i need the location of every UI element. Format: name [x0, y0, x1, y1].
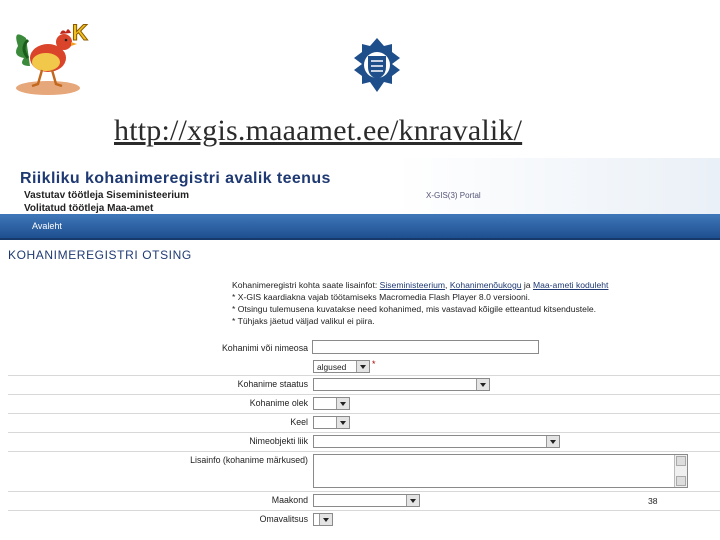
row-match	[8, 358, 720, 376]
county-label: Maakond	[271, 495, 308, 505]
name-label: Kohanimi või nimeosa	[221, 343, 308, 353]
municipality-select[interactable]	[313, 513, 333, 526]
extra-info-textarea[interactable]	[313, 454, 688, 488]
row-status	[8, 375, 720, 393]
row-county	[8, 491, 720, 509]
textarea-scrollbar[interactable]	[674, 455, 687, 487]
county-select[interactable]	[313, 494, 420, 507]
url-title-link[interactable]: http://xgis.maaamet.ee/knravalik/	[114, 114, 523, 147]
rooster-logo	[8, 10, 94, 100]
slide-number: 38	[648, 496, 658, 506]
note-flash: * X-GIS kaardiakna vajab töötamiseks Macromedia Flash Player 8.0 versiooni.	[232, 292, 531, 302]
chevron-down-icon[interactable]	[319, 514, 332, 525]
name-input[interactable]	[312, 340, 539, 354]
municipality-label: Omavalitsus	[259, 514, 308, 524]
match-type-select[interactable]	[313, 360, 370, 373]
match-type-value: algused	[317, 362, 347, 372]
site-navbar	[0, 214, 720, 240]
row-name	[8, 340, 720, 358]
row-kind	[8, 394, 720, 412]
kohanimenoukogu-link[interactable]: Kohanimenõukogu	[449, 280, 522, 290]
site-header	[0, 158, 720, 214]
chevron-down-icon[interactable]	[476, 379, 489, 390]
info-line: Kohanimeregistri kohta saate lisainfot: Siseministeerium, Kohanimenõukogu ja Maa-ameti koduleht	[232, 280, 609, 290]
maa-amet-homepage-link[interactable]: Maa-ameti koduleht	[532, 280, 609, 290]
kind-label: Kohanime olek	[249, 398, 308, 408]
siseministeerium-link[interactable]: Siseministeerium	[379, 280, 446, 290]
row-language	[8, 413, 720, 431]
chevron-down-icon[interactable]	[336, 398, 349, 409]
row-object-type	[8, 432, 720, 450]
row-municipality	[8, 510, 720, 528]
site-owner-line: Vastutav töötleja Siseministeerium	[24, 190, 190, 201]
object-type-select[interactable]	[313, 435, 560, 448]
extra-info-label: Lisainfo (kohanime märkused)	[190, 455, 308, 465]
kind-select[interactable]	[313, 397, 350, 410]
language-select[interactable]	[313, 416, 350, 429]
portal-link[interactable]: X-GIS(3) Portal	[426, 191, 481, 200]
note-results: * Otsingu tulemusena kuvatakse need kohanimed, mis vastavad kõigile etteantud kitsendustele.	[232, 304, 597, 314]
info-block	[232, 279, 682, 327]
chevron-down-icon[interactable]	[356, 361, 369, 372]
status-label: Kohanime staatus	[237, 379, 308, 389]
object-type-label: Nimeobjekti liik	[249, 436, 308, 446]
chevron-down-icon[interactable]	[336, 417, 349, 428]
info-prefix: Kohanimeregistri kohta saate lisainfot:	[232, 280, 380, 290]
chevron-down-icon[interactable]	[546, 436, 559, 447]
search-section-title: KOHANIMEREGISTRI OTSING	[8, 248, 192, 262]
svg-text:K: K	[72, 20, 88, 45]
scroll-down-icon[interactable]	[676, 476, 686, 486]
row-extra-info	[8, 451, 720, 491]
info-joiner: ja	[521, 280, 533, 290]
note-empty-fields: * Tühjaks jäetud väljad valikul ei piira.	[232, 316, 375, 326]
status-select[interactable]	[313, 378, 490, 391]
website-screenshot	[0, 158, 720, 540]
required-mark: *	[372, 359, 376, 369]
nav-home-link[interactable]: Avaleht	[32, 221, 62, 231]
scroll-up-icon[interactable]	[676, 456, 686, 466]
estonian-crest-logo	[346, 36, 408, 96]
site-processor-line: Volitatud töötleja Maa-amet	[24, 203, 154, 214]
chevron-down-icon[interactable]	[406, 495, 419, 506]
language-label: Keel	[290, 417, 308, 427]
site-title: Riikliku kohanimeregistri avalik teenus	[20, 170, 331, 187]
